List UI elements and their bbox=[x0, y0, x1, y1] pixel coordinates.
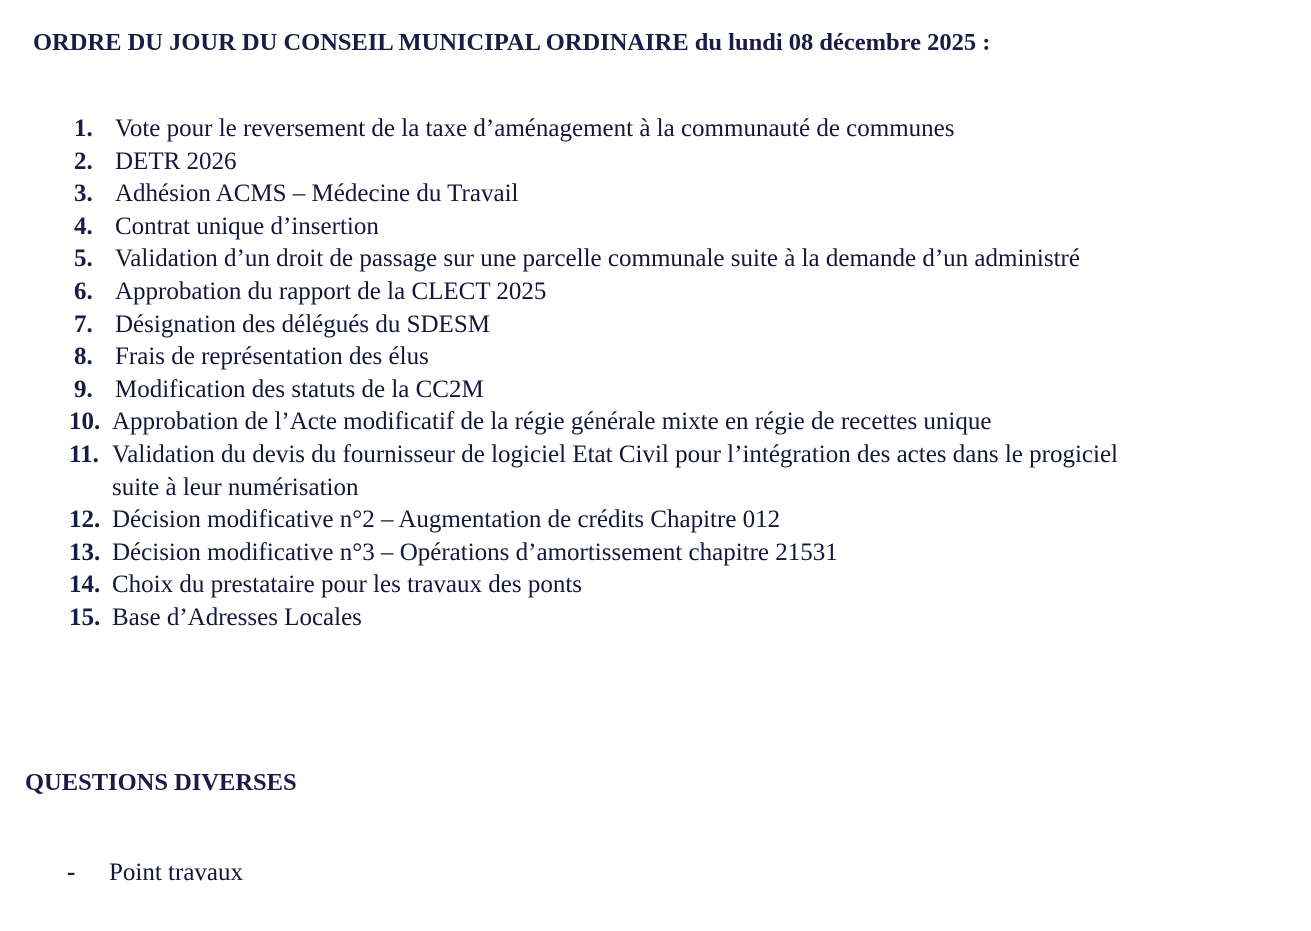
agenda-item-text: Choix du prestataire pour les travaux des ponts bbox=[112, 571, 583, 599]
agenda-item-number: 13. bbox=[69, 538, 101, 566]
agenda-item bbox=[0, 276, 1311, 309]
agenda-item-text-continuation: suite à leur numérisation bbox=[112, 473, 359, 501]
agenda-item-text: Approbation du rapport de la CLECT 2025 bbox=[115, 277, 547, 305]
agenda-item-text: Base d’Adresses Locales bbox=[112, 603, 362, 631]
agenda-item bbox=[0, 309, 1311, 342]
agenda-item-text: Approbation de l’Acte modificatif de la régie générale mixte en régie de recettes unique bbox=[112, 408, 992, 436]
agenda-item-number: 14. bbox=[69, 571, 101, 599]
agenda-item-number: 4. bbox=[74, 212, 93, 240]
agenda-item-number: 8. bbox=[74, 343, 93, 371]
agenda-item-number: 1. bbox=[74, 115, 93, 142]
agenda-item bbox=[0, 569, 1311, 602]
agenda-item-number: 10. bbox=[69, 408, 101, 436]
agenda-item-number: 12. bbox=[69, 506, 101, 534]
agenda-item bbox=[0, 406, 1311, 439]
agenda-item-number: 11. bbox=[69, 440, 99, 468]
agenda-item bbox=[0, 374, 1311, 407]
agenda-item-text: Vote pour le reversement de la taxe d’aménagement à la communauté de communes bbox=[115, 115, 955, 142]
agenda-item-number: 15. bbox=[69, 603, 101, 631]
agenda-item-number: 5. bbox=[74, 245, 93, 273]
agenda-item-text: Décision modificative n°2 – Augmentation de crédits Chapitre 012 bbox=[112, 506, 781, 534]
agenda-item-text: Frais de représentation des élus bbox=[115, 343, 429, 371]
agenda-item bbox=[0, 178, 1311, 211]
agenda-item bbox=[0, 504, 1311, 537]
agenda-item bbox=[0, 341, 1311, 374]
agenda-item-number: 7. bbox=[74, 310, 93, 338]
agenda-item-number: 3. bbox=[74, 180, 93, 208]
dash-bullet-icon: - bbox=[67, 859, 76, 886]
agenda-item-number: 6. bbox=[74, 277, 93, 305]
agenda-item-text: Contrat unique d’insertion bbox=[115, 212, 379, 240]
list-item-text: Point travaux bbox=[109, 859, 244, 886]
agenda-item bbox=[0, 146, 1311, 179]
agenda-item bbox=[0, 537, 1311, 570]
agenda-item-number: 9. bbox=[74, 375, 93, 403]
page-title: ORDRE DU JOUR DU CONSEIL MUNICIPAL ORDINAIRE du lundi 08 décembre 2025 : bbox=[33, 29, 991, 56]
agenda-item-text: Adhésion ACMS – Médecine du Travail bbox=[115, 180, 519, 208]
agenda-item bbox=[0, 439, 1311, 504]
agenda-list bbox=[0, 113, 1311, 635]
agenda-item bbox=[0, 211, 1311, 244]
agenda-item-text: Modification des statuts de la CC2M bbox=[115, 375, 484, 403]
agenda-item-text: Validation d’un droit de passage sur une parcelle communale suite à la demande d’un administré bbox=[115, 245, 1080, 273]
agenda-item bbox=[0, 602, 1311, 635]
agenda-item-text: DETR 2026 bbox=[115, 147, 237, 175]
agenda-item-text: Validation du devis du fournisseur de logiciel Etat Civil pour l’intégration des actes dans le progiciel bbox=[112, 440, 1119, 468]
agenda-item-number: 2. bbox=[74, 147, 93, 175]
agenda-item bbox=[0, 243, 1311, 276]
agenda-item-text: Décision modificative n°3 – Opérations d’amortissement chapitre 21531 bbox=[112, 538, 838, 566]
agenda-item bbox=[0, 113, 1311, 146]
agenda-item-text: Désignation des délégués du SDESM bbox=[115, 310, 490, 338]
section-heading-questions-diverses: QUESTIONS DIVERSES bbox=[25, 769, 297, 796]
